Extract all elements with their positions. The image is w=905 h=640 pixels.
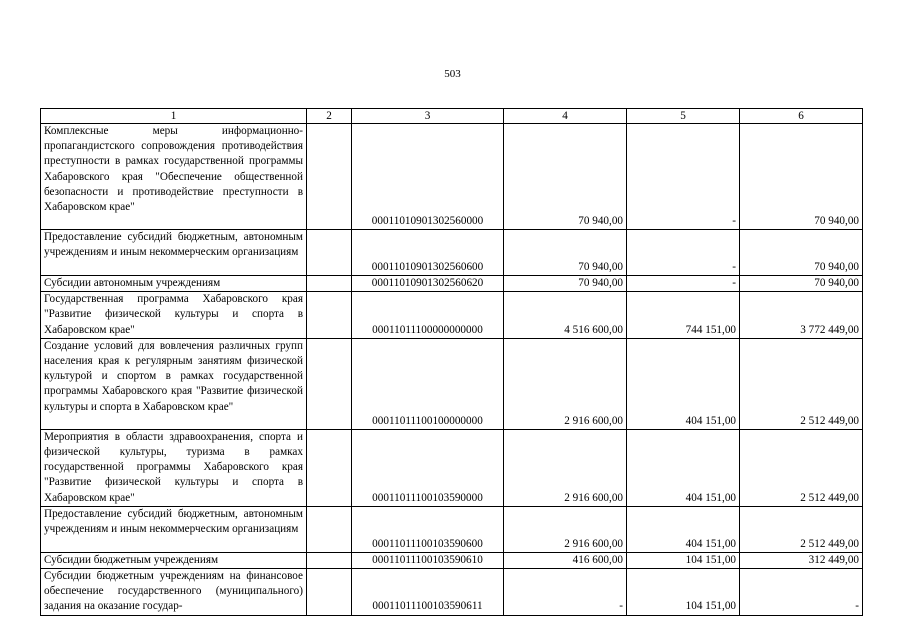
row-code-cell: 00011011100103590000 bbox=[352, 429, 504, 506]
row-amount-cell: 104 151,00 bbox=[627, 552, 740, 568]
row-amount-cell: 416 600,00 bbox=[504, 552, 627, 568]
row-code-cell: 00011011100103590610 bbox=[352, 552, 504, 568]
row-amount-cell: 70 940,00 bbox=[740, 124, 863, 230]
column-header-5: 5 bbox=[627, 109, 740, 124]
row-amount-cell: - bbox=[627, 276, 740, 292]
row-amount-cell: - bbox=[740, 569, 863, 616]
column-header-1: 1 bbox=[41, 109, 307, 124]
table-header-row bbox=[41, 109, 863, 124]
row-amount-cell: - bbox=[627, 124, 740, 230]
row-amount-cell: 70 940,00 bbox=[504, 276, 627, 292]
row-name-cell: Субсидии автономным учреждениям bbox=[41, 276, 307, 292]
row-code-cell: 00011010901302560600 bbox=[352, 230, 504, 276]
row-name-cell: Создание условий для вовлечения различных групп населения края к регулярным занятиям физической культурой и спортом в рамках государственной программы Хабаровского края "Развитие физической культуры и спорта в Хабаровском крае" bbox=[41, 338, 307, 429]
row-name-cell: Субсидии бюджетным учреждениям на финансовое обеспечение государственного (муниципального) задания на оказание государ- bbox=[41, 569, 307, 616]
budget-table bbox=[40, 108, 863, 616]
row-col2-cell bbox=[307, 230, 352, 276]
row-col2-cell bbox=[307, 292, 352, 339]
row-code-cell: 00011010901302560000 bbox=[352, 124, 504, 230]
table-row bbox=[41, 429, 863, 506]
table-row bbox=[41, 292, 863, 339]
row-col2-cell bbox=[307, 506, 352, 552]
row-col2-cell bbox=[307, 124, 352, 230]
row-amount-cell: 312 449,00 bbox=[740, 552, 863, 568]
row-col2-cell bbox=[307, 569, 352, 616]
row-amount-cell: 70 940,00 bbox=[740, 230, 863, 276]
row-amount-cell: 2 512 449,00 bbox=[740, 506, 863, 552]
row-col2-cell bbox=[307, 552, 352, 568]
row-amount-cell: 3 772 449,00 bbox=[740, 292, 863, 339]
row-amount-cell: 2 916 600,00 bbox=[504, 429, 627, 506]
row-amount-cell: - bbox=[504, 569, 627, 616]
table-row bbox=[41, 124, 863, 230]
row-amount-cell: 70 940,00 bbox=[740, 276, 863, 292]
row-name-cell: Мероприятия в области здравоохранения, спорта и физической культуры, туризма в рамках государственной программы Хабаровского края "Развитие физической культуры и спорта в Хабаровском крае" bbox=[41, 429, 307, 506]
row-code-cell: 00011011100100000000 bbox=[352, 338, 504, 429]
row-amount-cell: 4 516 600,00 bbox=[504, 292, 627, 339]
row-amount-cell: 404 151,00 bbox=[627, 429, 740, 506]
row-amount-cell: 404 151,00 bbox=[627, 506, 740, 552]
row-code-cell: 00011011100103590600 bbox=[352, 506, 504, 552]
row-amount-cell: 2 512 449,00 bbox=[740, 429, 863, 506]
table-row bbox=[41, 338, 863, 429]
row-amount-cell: 2 916 600,00 bbox=[504, 338, 627, 429]
row-amount-cell: 404 151,00 bbox=[627, 338, 740, 429]
row-code-cell: 00011011100103590611 bbox=[352, 569, 504, 616]
row-amount-cell: 2 916 600,00 bbox=[504, 506, 627, 552]
row-name-cell: Комплексные меры информационно-пропагандистского сопровождения противодействия преступности в рамках государственной программы Хабаровского края "Обеспечение общественной безопасности и противодействие преступности в Хабаровском крае" bbox=[41, 124, 307, 230]
row-col2-cell bbox=[307, 276, 352, 292]
row-amount-cell: - bbox=[627, 230, 740, 276]
page-number: 503 bbox=[444, 68, 461, 80]
table-row bbox=[41, 276, 863, 292]
column-header-3: 3 bbox=[352, 109, 504, 124]
column-header-4: 4 bbox=[504, 109, 627, 124]
row-name-cell: Государственная программа Хабаровского края "Развитие физической культуры и спорта в Хабаровском крае" bbox=[41, 292, 307, 339]
row-amount-cell: 2 512 449,00 bbox=[740, 338, 863, 429]
row-name-cell: Субсидии бюджетным учреждениям bbox=[41, 552, 307, 568]
row-col2-cell bbox=[307, 429, 352, 506]
row-amount-cell: 70 940,00 bbox=[504, 124, 627, 230]
table-row bbox=[41, 569, 863, 616]
row-col2-cell bbox=[307, 338, 352, 429]
row-name-cell: Предоставление субсидий бюджетным, автономным учреждениям и иным некоммерческим организациям bbox=[41, 230, 307, 276]
table-row bbox=[41, 230, 863, 276]
row-code-cell: 00011011100000000000 bbox=[352, 292, 504, 339]
column-header-6: 6 bbox=[740, 109, 863, 124]
row-amount-cell: 744 151,00 bbox=[627, 292, 740, 339]
column-header-2: 2 bbox=[307, 109, 352, 124]
row-name-cell: Предоставление субсидий бюджетным, автономным учреждениям и иным некоммерческим организациям bbox=[41, 506, 307, 552]
table-row bbox=[41, 506, 863, 552]
row-amount-cell: 104 151,00 bbox=[627, 569, 740, 616]
row-code-cell: 00011010901302560620 bbox=[352, 276, 504, 292]
table-row bbox=[41, 552, 863, 568]
row-amount-cell: 70 940,00 bbox=[504, 230, 627, 276]
